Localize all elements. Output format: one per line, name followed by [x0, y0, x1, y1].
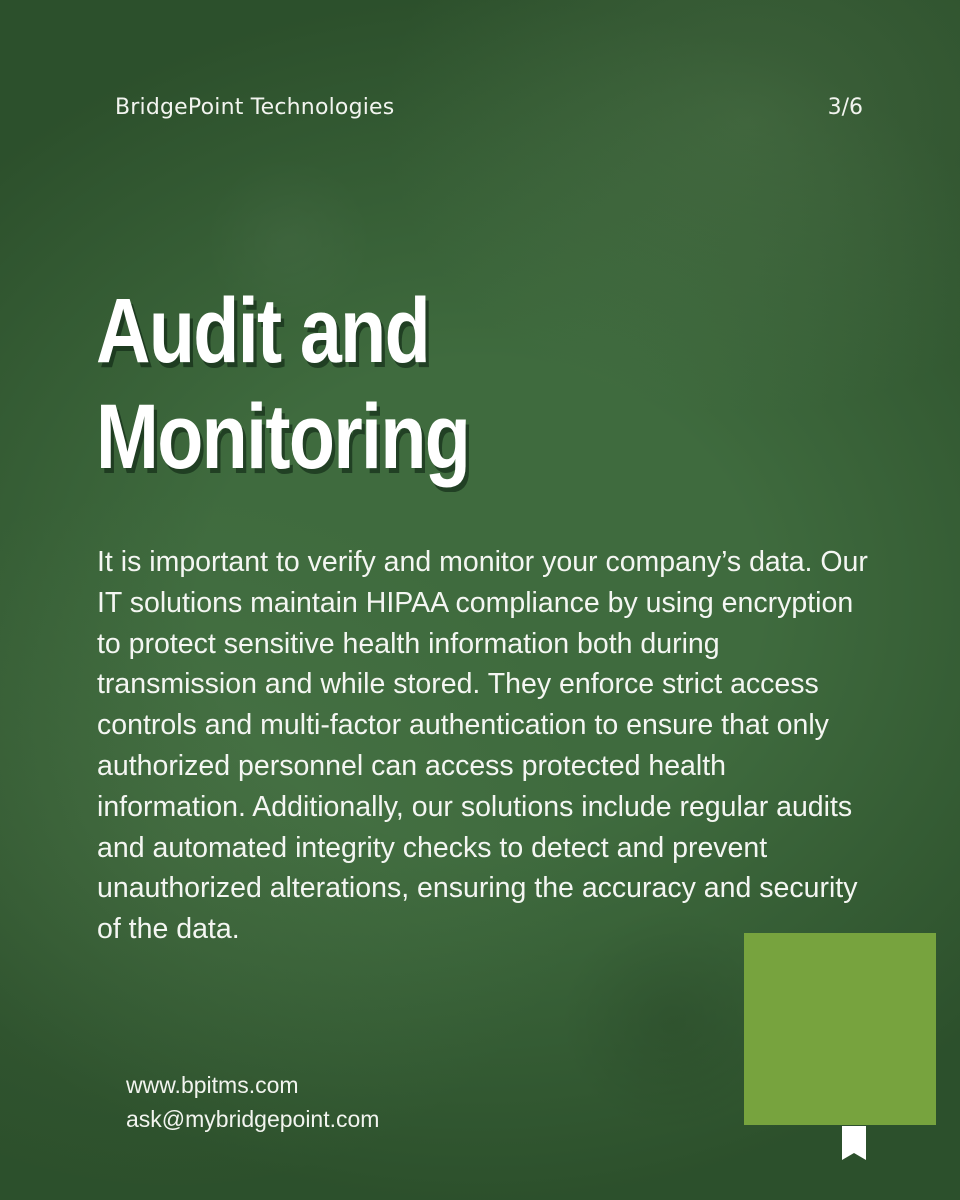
contact-info: [126, 1068, 379, 1136]
accent-square: [744, 933, 936, 1125]
body-paragraph: It is important to verify and monitor your company’s data. Our IT solutions maintain HIPAA compliance by using encryption to protect sensitive health information both during transmission and while stored. They enforce strict access controls and multi-factor authentication to ensure that only authorized personnel can access protected health information. Additionally, our solutions include regular audits and automated integrity checks to detect and prevent unauthorized alterations, ensuring the accuracy and security of the data.: [97, 546, 868, 946]
bookmark-icon[interactable]: [840, 1126, 868, 1162]
page-title: [96, 278, 719, 490]
title-line-2: Monitoring: [96, 386, 470, 488]
email-link[interactable]: ask@mybridgepoint.com: [126, 1106, 380, 1132]
website-link[interactable]: www.bpitms.com: [126, 1072, 299, 1098]
title-line-1: Audit and: [96, 280, 430, 382]
brand-name: BridgePoint Technologies: [115, 95, 395, 120]
page-indicator: 3/6: [827, 95, 863, 120]
